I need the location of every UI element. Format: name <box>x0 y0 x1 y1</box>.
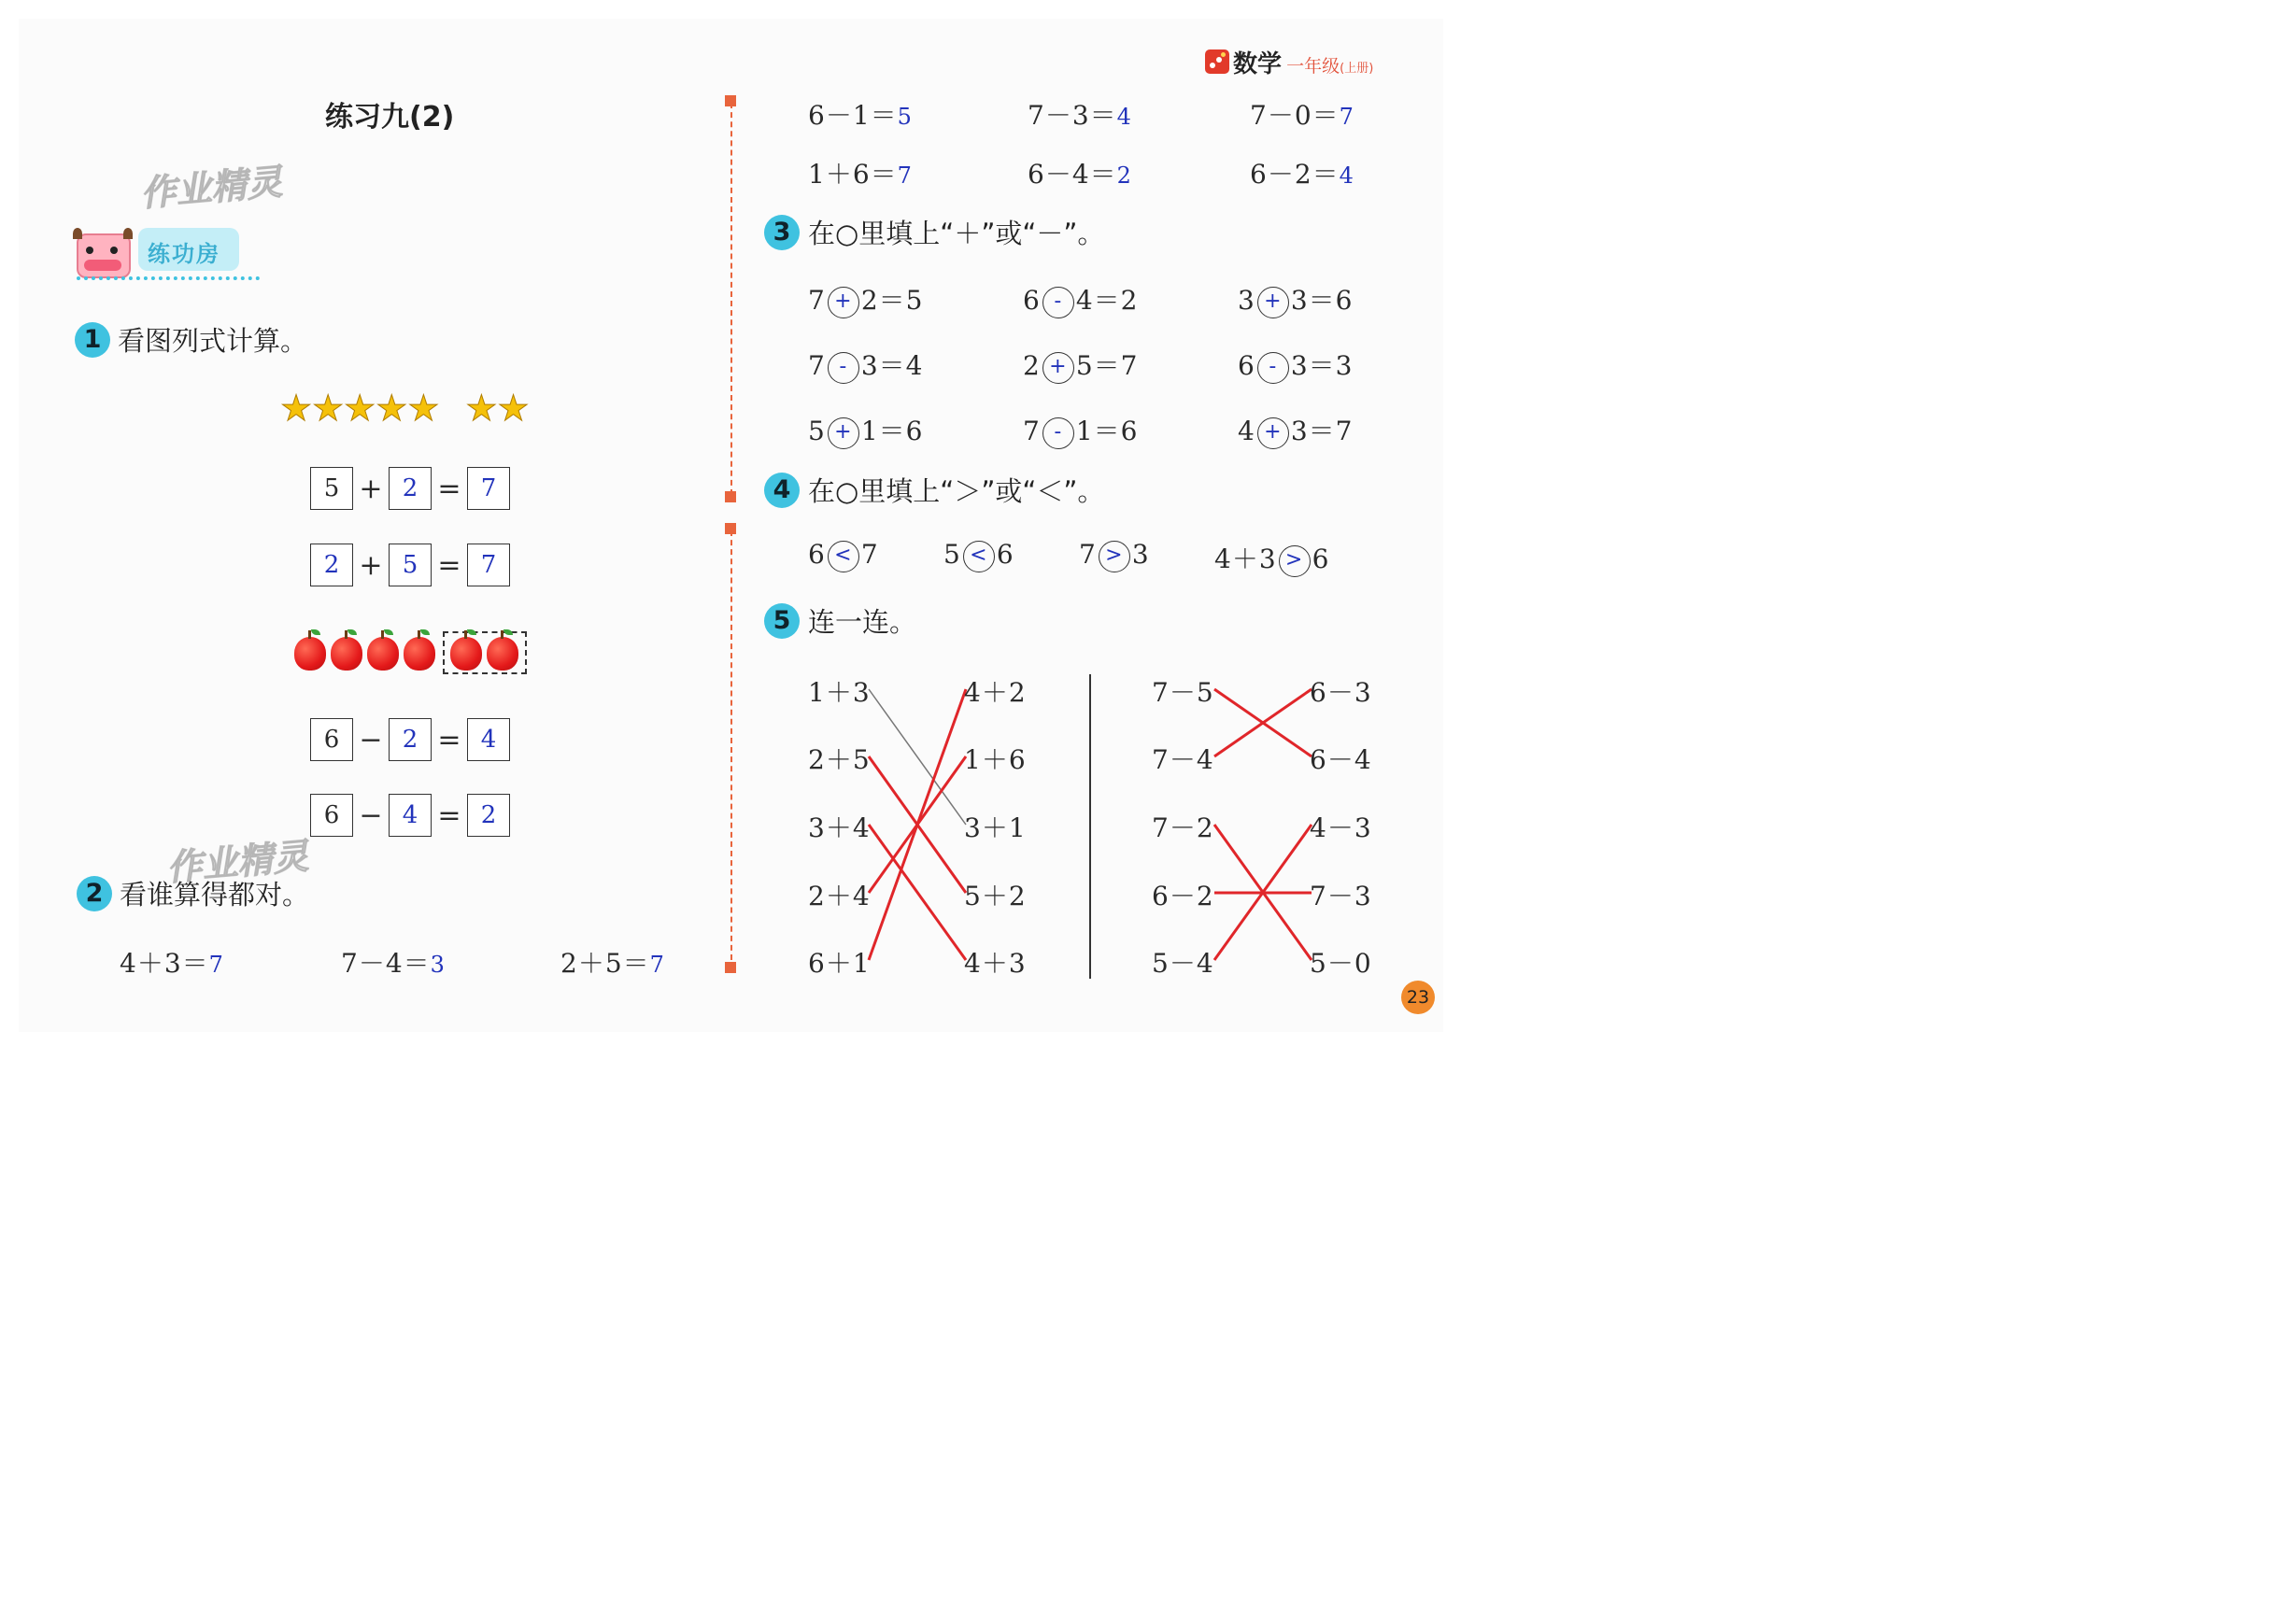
left-operand: 6 <box>1023 285 1041 316</box>
equation-rest: 3＝4 <box>860 350 924 381</box>
operator-circle: - <box>828 352 859 384</box>
star-icon: ★ <box>280 388 313 429</box>
answer: 3 <box>430 952 446 978</box>
left-operand: 6 <box>808 539 826 570</box>
expression: 7－0＝ <box>1250 100 1340 131</box>
operator-circle: + <box>828 417 859 449</box>
left-operand: 4 <box>1238 416 1255 446</box>
match-expression: 6－3 <box>1310 677 1372 708</box>
match-expression: 6－2 <box>1152 881 1214 911</box>
match-line <box>869 689 966 825</box>
given-number-box: 6 <box>310 794 353 837</box>
equation-rest: 3＝3 <box>1290 350 1354 381</box>
left-operand: 7 <box>808 285 826 316</box>
expression: 1＋6＝ <box>808 159 898 190</box>
match-expression: 2＋4 <box>808 881 871 911</box>
given-number-box: 2 <box>310 544 353 586</box>
left-operand: 4＋3 <box>1214 544 1277 574</box>
answer-box: 2 <box>389 718 432 761</box>
page-number: 23 <box>1406 987 1430 1008</box>
match-expression: 4＋3 <box>964 948 1027 979</box>
operator-circle: + <box>1042 352 1074 384</box>
equation-rest: 1＝6 <box>1075 416 1139 446</box>
question-4-number: 4 <box>764 473 800 508</box>
star-icon: ★ <box>407 388 440 429</box>
question-2-number: 2 <box>77 876 112 911</box>
subject-label: 数学 <box>1233 50 1283 78</box>
grade-label: 一年级 <box>1286 56 1340 77</box>
match-expression: 5－4 <box>1152 948 1214 979</box>
equation-rest: 1＝6 <box>860 416 924 446</box>
star-icon: ★ <box>344 388 376 429</box>
star-icon: ★ <box>465 388 498 429</box>
given-number-box: 5 <box>310 467 353 510</box>
left-operand: 2 <box>1023 350 1041 381</box>
operator-circle: + <box>1257 417 1289 449</box>
compare-circle: < <box>828 541 859 572</box>
operator-circle: + <box>1257 287 1289 318</box>
answer-box: 7 <box>467 467 510 510</box>
answer: 7 <box>897 162 913 189</box>
expression: 6－1＝ <box>808 100 898 131</box>
answer-box: 7 <box>467 544 510 586</box>
match-line <box>869 825 966 960</box>
answer: 4 <box>1339 162 1354 189</box>
answer-box: 2 <box>467 794 510 837</box>
equation-rest: 5＝7 <box>1075 350 1139 381</box>
equation-rest: 2＝5 <box>860 285 924 316</box>
right-operand: 3 <box>1131 539 1150 570</box>
workbook-page <box>19 19 1443 1032</box>
compare-circle: > <box>1099 541 1130 572</box>
operator: − <box>359 723 383 756</box>
answer-box: 2 <box>389 467 432 510</box>
match-expression: 4＋2 <box>964 677 1027 708</box>
left-operand: 7 <box>1079 539 1097 570</box>
page-number-badge <box>1401 981 1435 1014</box>
given-number-box: 6 <box>310 718 353 761</box>
match-expression: 7－5 <box>1152 677 1214 708</box>
equals-sign: = <box>437 548 461 582</box>
star-icon: ★ <box>312 388 345 429</box>
section-label: 练功房 <box>148 241 220 267</box>
match-expression: 6－4 <box>1310 744 1372 775</box>
answer: 7 <box>1339 104 1354 130</box>
expression: 6－4＝ <box>1028 159 1117 190</box>
compare-circle: < <box>963 541 995 572</box>
left-operand: 6 <box>1238 350 1255 381</box>
operator-circle: - <box>1257 352 1289 384</box>
match-expression: 3＋4 <box>808 812 871 843</box>
matching-lines <box>19 19 1443 1032</box>
operator: + <box>359 472 383 505</box>
question-3-number: 3 <box>764 215 800 250</box>
answer-box: 4 <box>389 794 432 837</box>
question-5-title: 连一连。 <box>808 606 917 638</box>
match-expression: 6＋1 <box>808 948 871 979</box>
answer: 7 <box>208 952 224 978</box>
left-operand: 5 <box>808 416 826 446</box>
operator-circle: - <box>1042 287 1074 318</box>
answer: 5 <box>897 104 913 130</box>
watermark: 作业精灵 <box>138 161 284 215</box>
right-operand: 7 <box>860 539 879 570</box>
compare-circle: > <box>1279 545 1311 577</box>
expression: 7－4＝ <box>341 948 431 979</box>
operator-circle: - <box>1042 417 1074 449</box>
left-operand: 3 <box>1238 285 1255 316</box>
match-expression: 1＋3 <box>808 677 871 708</box>
equals-sign: = <box>437 723 461 756</box>
question-4-title: 在○里填上“＞”或“＜”。 <box>808 475 1105 507</box>
question-1-title: 看图列式计算。 <box>118 325 308 357</box>
answer: 2 <box>1116 162 1132 189</box>
star-icon: ★ <box>497 388 530 429</box>
match-line <box>869 689 966 960</box>
equation-rest: 4＝2 <box>1075 285 1139 316</box>
match-expression: 7－2 <box>1152 812 1214 843</box>
question-5-number: 5 <box>764 603 800 639</box>
expression: 6－2＝ <box>1250 159 1340 190</box>
answer: 4 <box>1116 104 1132 130</box>
equation-rest: 3＝7 <box>1290 416 1354 446</box>
page-title: 练习九(2) <box>325 101 455 134</box>
match-expression: 1＋6 <box>964 744 1027 775</box>
expression: 7－3＝ <box>1028 100 1117 131</box>
right-operand: 6 <box>1312 544 1330 574</box>
answer-box: 5 <box>389 544 432 586</box>
question-2-title: 看谁算得都对。 <box>120 879 310 911</box>
answer-box: 4 <box>467 718 510 761</box>
match-expression: 4－3 <box>1310 812 1372 843</box>
match-expression: 7－3 <box>1310 881 1372 911</box>
operator: − <box>359 798 383 832</box>
volume-label: (上册) <box>1340 62 1374 76</box>
question-1-number: 1 <box>75 322 110 358</box>
match-expression: 5＋2 <box>964 881 1027 911</box>
left-operand: 5 <box>943 539 961 570</box>
left-operand: 7 <box>808 350 826 381</box>
watermark: 作业精灵 <box>164 835 310 889</box>
operator-circle: + <box>828 287 859 318</box>
match-expression: 7－4 <box>1152 744 1214 775</box>
expression: 4＋3＝ <box>120 948 209 979</box>
operator: + <box>359 548 383 582</box>
equals-sign: = <box>437 472 461 505</box>
match-expression: 2＋5 <box>808 744 871 775</box>
star-icon: ★ <box>376 388 408 429</box>
right-operand: 6 <box>996 539 1014 570</box>
expression: 2＋5＝ <box>560 948 650 979</box>
match-expression: 3＋1 <box>964 812 1027 843</box>
answer: 7 <box>649 952 665 978</box>
question-3-title: 在○里填上“＋”或“－”。 <box>808 218 1105 249</box>
match-expression: 5－0 <box>1310 948 1372 979</box>
left-operand: 7 <box>1023 416 1041 446</box>
equals-sign: = <box>437 798 461 832</box>
equation-rest: 3＝6 <box>1290 285 1354 316</box>
